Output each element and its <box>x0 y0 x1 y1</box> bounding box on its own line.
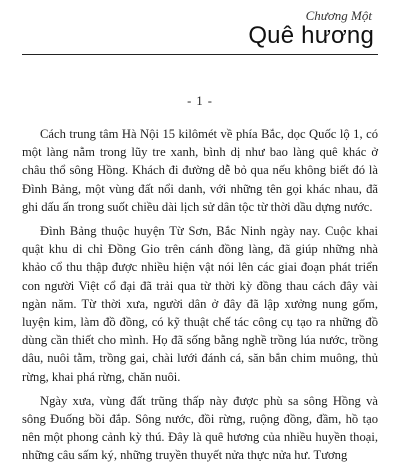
chapter-label: Chương Một <box>305 8 372 23</box>
title-underline <box>22 54 378 55</box>
paragraph-3: Ngày xưa, vùng đất trũng thấp này được phù sa sông Hồng và sông Đuống bồi đắp. Sông nước, đồi rừng, ruộng đồng, đầm, hồ tạo nên một phong cảnh kỳ thú. Đây là quê hương của nhiều huyền thoại, những câu sấm ký, những truyền thuyết nửa thực nửa hư. Tương <box>22 393 378 463</box>
chapter-title: Quê hương <box>248 22 374 49</box>
body-text <box>22 125 378 471</box>
paragraph-2: Đình Bảng thuộc huyện Từ Sơn, Bắc Ninh ngày nay. Cuộc khai quật khu di chỉ Đồng Gio trên cánh đồng làng, đã giúp những nhà khảo cổ thu thập được nhiều hiện vật nói lên các giai đoạn phát triển con người Việt cổ đại đã trải qua từ thời kỳ đồng thau cách đây vài ngàn năm. Từ thời xưa, người dân ở đây đã lập xưởng nung gốm, luyện kim, làm đồ đồng, có kỹ thuật chế tác công cụ tạo ra những đồ dùng cần thiết cho mình. Họ đã sống bằng nghề trồng lúa nước, trồng dâu, nuôi tằm, trồng gai, chài lưới đánh cá, săn bắn chim muông, thủ rừng, khai phá rừng, chăn nuôi. <box>22 224 378 384</box>
section-number: - 1 - <box>187 94 213 108</box>
paragraph-1: Cách trung tâm Hà Nội 15 kilômét về phía Bắc, dọc Quốc lộ 1, có một làng nằm trong lũy tre xanh, bình dị như bao làng quê khác ở châu thổ sông Hồng. Khách đi đường dễ bỏ qua nếu không biết đó là Đình Bảng, một vùng đất nổi danh, với những tên gọi khác nhau, đã ghi dấu ấn trong suốt chiều dài lịch sử dân tộc từ thời dầu dựng nước. <box>22 127 378 214</box>
